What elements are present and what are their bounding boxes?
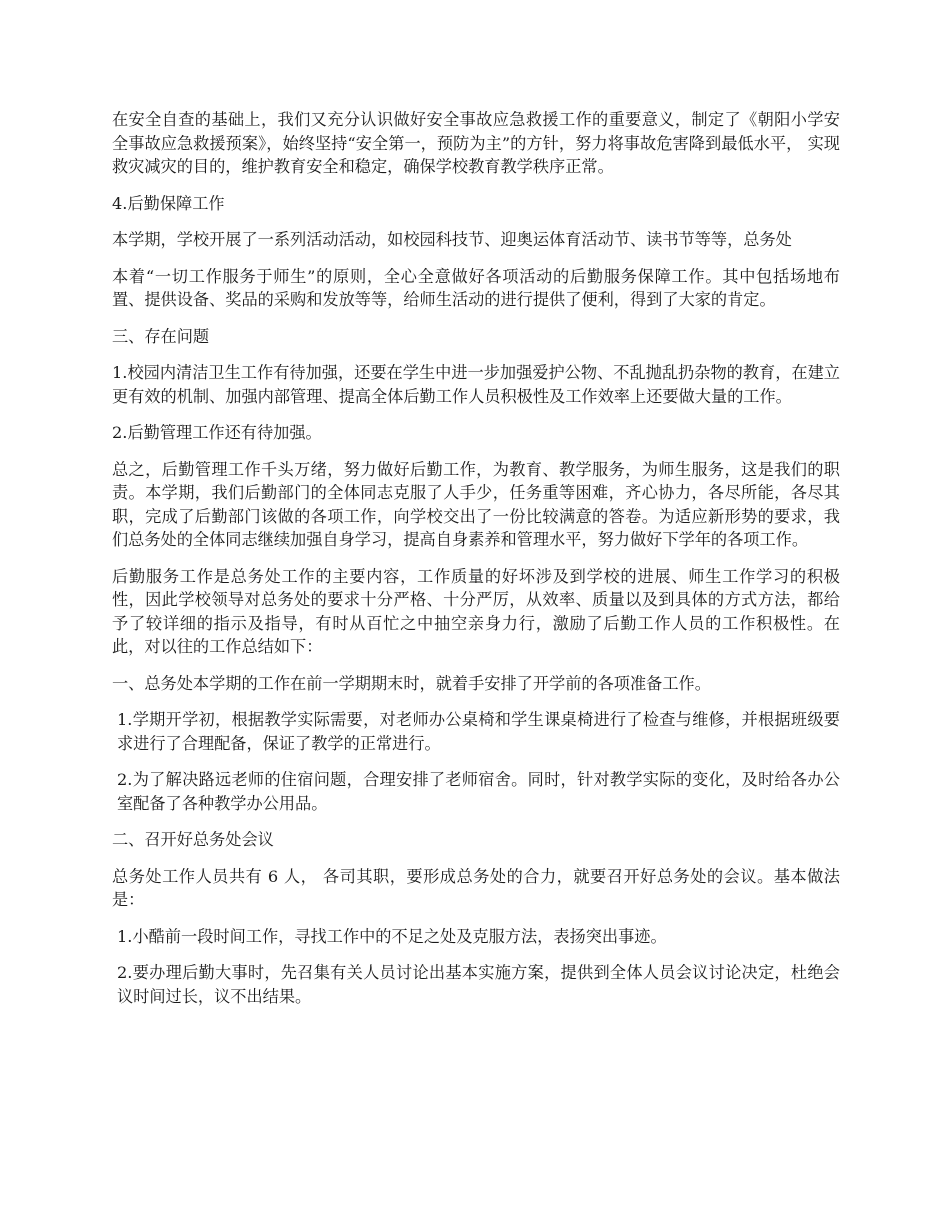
paragraph-summary: 总之，后勤管理工作千头万绪，努力做好后勤工作，为教育、教学服务，为师生服务，这是我们的职责。本学期，我们后勤部门的全体同志克服了人手少，任务重等困难，齐心协力，各尽所能，各尽其职，完成了后勤部门该做的各项工作，向学校交出了一份比较满意的答卷。为适应新形势的要求，我们总务处的全体同志继续加强自身学习，提高自身素养和管理水平，努力做好下学年的各项工作。 <box>112 459 840 549</box>
paragraph-problem-1: 1.校园内清洁卫生工作有待加强，还要在学生中进一步加强爱护公物、不乱抛乱扔杂物的教育，在建立更有效的机制、加强内部管理、提高全体后勤工作人员积极性及工作效率上还要做大量的工作。 <box>112 363 840 406</box>
list-item-meeting-review: 1.小酷前一段时间工作，寻找工作中的不足之处及克服方法，表扬突出事迹。 <box>117 926 667 946</box>
heading-section-one: 一、总务处本学期的工作在前一学期期末时，就着手安排了开学前的各项准备工作。 <box>112 673 711 693</box>
paragraph-service-principle: 本着“一切工作服务于师生”的原则，全心全意做好各项活动的后勤服务保障工作。其中包括场地布 置、提供设备、奖品的采购和发放等等，给师生活动的进行提供了便利，得到了大家的肯定。 <box>112 266 840 309</box>
heading-logistics-support: 4.后勤保障工作 <box>112 193 225 213</box>
list-item-meeting-decision: 2.要办理后勤大事时，先召集有关人员讨论出基本实施方案，提供到全体人员会议讨论决定，杜绝会议时间过长，议不出结果。 <box>117 963 840 1006</box>
list-item-desks-repair: 1.学期开学初，根据教学实际需要，对老师办公桌椅和学生课桌椅进行了检查与维修，并根据班级要求进行了合理配备，保证了教学的正常进行。 <box>117 710 840 753</box>
paragraph-activities: 本学期，学校开展了一系列活动活动，如校园科技节、迎奥运体育活动节、读书节等等，总务处 <box>112 230 792 249</box>
heading-existing-problems: 三、存在问题 <box>112 326 210 346</box>
list-item-teacher-dorm: 2.为了解决路远老师的住宿问题，合理安排了老师宿舍。同时，针对教学实际的变化，及时给各办公室配备了各种教学办公用品。 <box>117 770 840 813</box>
paragraph-problem-2: 2.后勤管理工作还有待加强。 <box>112 423 322 442</box>
heading-section-two: 二、召开好总务处会议 <box>112 830 274 849</box>
document-body <box>112 108 840 1021</box>
paragraph-meeting-staff: 总务处工作人员共有 6 人， 各司其职，要形成总务处的合力，就要召开好总务处的会议。基本做法是： <box>112 866 840 909</box>
paragraph-logistics-overview: 后勤服务工作是总务处工作的主要内容，工作质量的好坏涉及到学校的进展、师生工作学习的积极性，因此学校领导对总务处的要求十分严格、十分严厉，从效率、质量以及到具体的方式方法，都给予了较详细的指示及指导，有时从百忙之中抽空亲身力行，激励了后勤工作人员的工作积极性。在此，对以往的工作总结如下： <box>112 566 840 656</box>
paragraph-safety-emergency-plan: 在安全自查的基础上，我们又充分认识做好安全事故应急救援工作的重要意义，制定了《朝阳小学安全事故应急救援预案》，始终坚持“安全第一，预防为主”的方针，努力将事故危害降到最低水平， 实现救灾减灾的目的，维护教育安全和稳定，确保学校教育教学秩序正常。 <box>112 110 840 176</box>
